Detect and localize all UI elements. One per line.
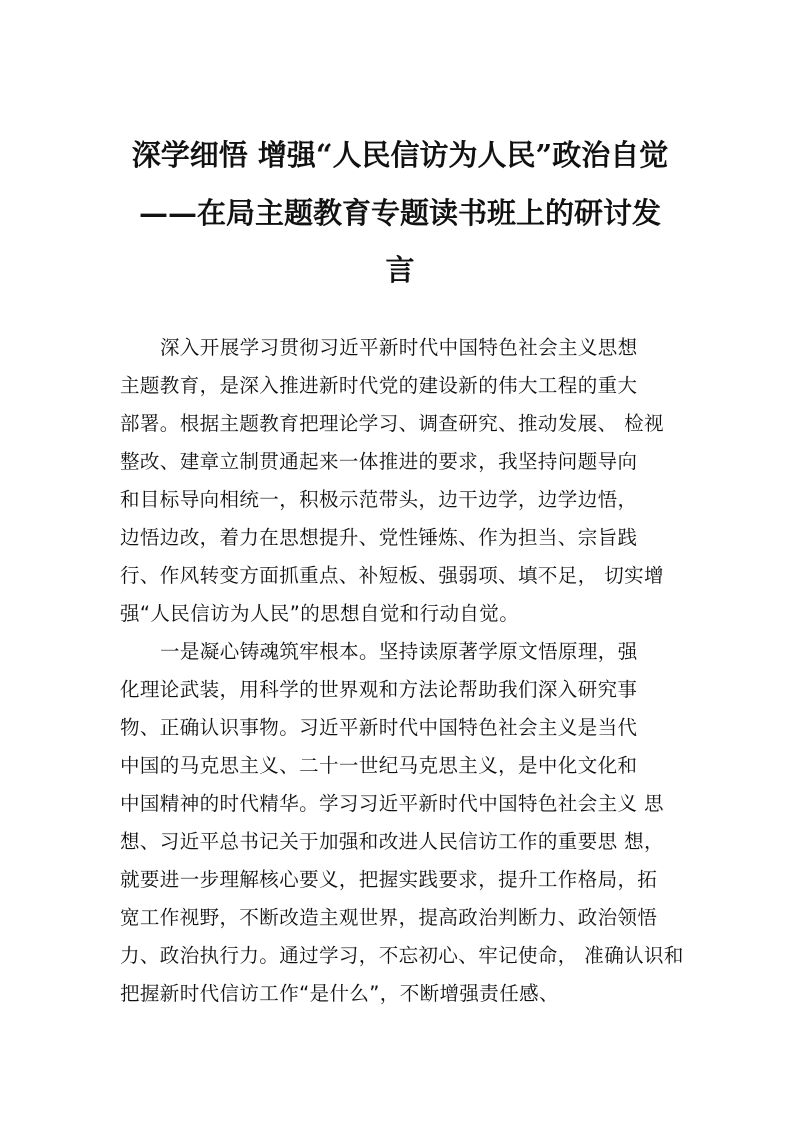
paragraph-1-line: 整改、建章立制贯通起来一体推进的要求，我坚持问题导向: [120, 450, 638, 473]
paragraph-2-line: 宽工作视野，不断改造主观世界，提高政治判断力、政治领悟: [120, 906, 658, 929]
paragraph-2-line: 中国精神的时代精华。学习习近平新时代中国特色社会主义 思: [120, 792, 664, 815]
paragraph-1-line: 边悟边改，着力在思想提升、党性锤炼、作为担当、宗旨践: [120, 526, 638, 549]
paragraph-1-line: 深入开展学习贯彻习近平新时代中国特色社会主义思想: [160, 336, 638, 359]
title-line-2: ——在局主题教育专题读书班上的研讨发: [138, 196, 661, 230]
paragraph-2-line: 就要进一步理解核心要义，把握实践要求，提升工作格局，拓: [120, 868, 658, 891]
paragraph-1-line: 主题教育，是深入推进新时代党的建设新的伟大工程的重大: [120, 374, 638, 397]
paragraph-1-line: 部署。根据主题教育把理论学习、调查研究、推动发展、 检视: [120, 412, 664, 435]
paragraph-2-line: 中国的马克思主义、二十一世纪马克思主义，是中化文化和: [120, 754, 638, 777]
title-line-3: 言: [385, 253, 415, 287]
paragraph-1-line: 和目标导向相统一，积极示范带头，边干边学，边学边悟，: [120, 488, 638, 511]
paragraph-1-line: 强“人民信访为人民”的思想自觉和行动自觉。: [120, 602, 520, 625]
title-line-1: 深学细悟 增强“人民信访为人民”政治自觉: [131, 138, 669, 172]
paragraph-2-line: 把握新时代信访工作“是什么”，不断增强责任感、: [120, 982, 559, 1005]
paragraph-2-line: 力、政治执行力。通过学习，不忘初心、牢记使命， 准确认识和: [120, 944, 684, 967]
paragraph-2-line: 物、正确认识事物。习近平新时代中国特色社会主义是当代: [120, 716, 638, 739]
paragraph-1-line: 行、作风转变方面抓重点、补短板、强弱项、填不足， 切实增: [120, 564, 664, 587]
paragraph-2-line: 化理论武装，用科学的世界观和方法论帮助我们深入研究事: [120, 678, 638, 701]
paragraph-2-line: 一是凝心铸魂筑牢根本。坚持读原著学原文悟原理，强: [160, 640, 638, 663]
paragraph-2-line: 想、习近平总书记关于加强和改进人民信访工作的重要思 想，: [120, 830, 664, 853]
